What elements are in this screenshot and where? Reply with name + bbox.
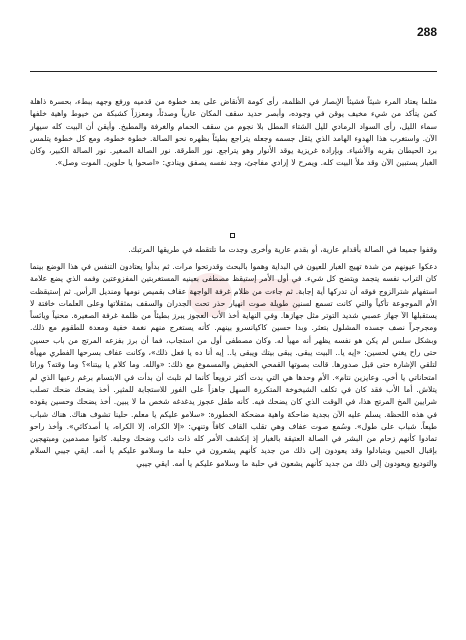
paragraph-1: مثلما يعتاد المرء شيئاً فشيئاً الإبصار في الظلمة، رأى كومة الأنقاض على بعد خطوة من قدميه ورفع وجهه ببطء، بحسرة ذاهلة كمن يتأكد من شيء مخيف يوقن في وجوده، وأبصر حديد سقف المكان عارياً وصدئاً، ومعززاً كشبكة من خيوط واهية خلفها سماء الليل، رأى السواد الرمادي لليل الشتاء المطل بلا نجوم من سقف الحمام والغرفة والمطبخ. وأيقن أن البيت كله سيهار الآن. واستغرب هذا الهدوء الهامد الذي يثقل جسمه وجعله يتراجع بطيئاً بظهره نحو الصالة. خطوة خطوة، ومع كل خطوة يتلمس برد الحيطان بقربه والأشياء. وبإرادة غريزية يوقد الأنوار وهو يتراجع. نور الطرقة. نور الصالة الصغير. نور الصالة الكبير، وكان الغبار يستبين الآن وقد ملأ البيت كله. ويمرح لا إرادي مفاجئ، وجد نفسه يصفق وينادي: «اصحوا يا حلوين. الموت وصل». <box>30 97 437 168</box>
paragraph-2: وقفوا جميعا في الصالة بأقدام عارية، أو بقدم عارية وأخرى وجدت ما تلتقطه في طريقها المرتبك. <box>128 245 437 254</box>
paragraph-3: دعكوا عيونهم من شدة تهيج الغبار للعيون في البداية وهموا بالبحث وقدرتحوا مرات. ثم بدأوا يعتادون التنفس في هذا الوضع بينما كان التراب نفسه يتجمد ويتضح كل شيء. في أول الأمر إستيقظ مصطفى بعينيه المستغربتين المفزوعتين وفمه الذي يضع علامة استفهام شترالزوج فوقه أن تدركها أية إجابة. ثم جاءت من ظلام غرفة الواجهة عفاف بقميص نومها ومنديل الرأس. ثم إستيقظت الأم الموجوعة تأكياً والتي كانت تسمع لسنين طويلة صوت انهيار حذر تحت الجدران والسقف بمثقلاتها وعلى العلمات خافتة لا يستقبلها الآ جهاز عصبي شديد التوتر مثل جهازها. وفي النهاية أخذ الأب العجوز يبرز بطيئاً من ظلمة غرفة الصغيرة. محنياً ويائساً ومجرجراً نصف جسده المشلول بتعثر. وبدا حسين كاكيانسرو بينهم. كأنه يستغرج منهم نغمة خفية ومعدة للطقوم مع ذلك. وبشكل سلس لم يكن هو نفسه يظهر أنه مهيأ له. وكان مصطفى أول من استجاب، فما أن برز بفزعه المرتج من باب حسين حتى راح يغني لحسين: «إيه يا.. البيت يبقى. يبقى بيتك ويبقى يا.. إيه أنا ده يا فعل ذلك»، وكانت عفاف بسرحها الفطري مهيأة لتلقي الإشارة حتى قبل صدورها. قالت بصوتها القمحي الخفيض والمسموع مع ذلك: «والله. وما كلام يا بيتنا»؟ وما وقته؟ وراتا امتحاناتي يا أخي. وعايزين نتام». الأم وحدها هي التي بدت أكثر ترويعاً كأنما لم تلبث أن بدأت في الابتسام برغم رعبها الذي لم يتلاش. أما الأب فقد كان في تكلف الشيخوخة المتكررة السهل جاهزاً على الفور للاستجابة للمثير. أخذ يضحك ضحك تصلب شرايين المخ المرتج هذا، في الوقت الذي كان يضحك فيه. كأنه طفل عجوز يدغدغه شخص ما لا يبين. أخذ يضحك وحسين يقوده في هذه اللحظة. يسلم عليه الآن بجدية ضاحكة واهية مضحكة الخطورة: «سلامو عليكم يا معلم. حلينا تشوف هناك. هناك شباب طيعاً. شباب على طول». وسُمع صوت عفاف وهي تقلب القاف كافاً وتنهي: «إلا الكراه، إلا الكراه، يا أصدكائي». وأخذ راحو تمادوا كأنهم زحام من البشر في الصالة العتيقة بالغبار إذ إنكشف الأمر كله ذات دائب وضحك وجلبة. كانوا مصدمين ومبتهجين بإقبال الحيين وبتبادلوا وقد يعودون إلى ذلك من جديد كأنهم يشعرون في حلبة ما وسلامو عليكم يا أمه. ايقي جيبي السلام والتوديع ويعودون إلى ذلك من جديد كأنهم يشعون في حلبة ما وسلامو عليكم يا أمه. ايقي جيبي <box>30 262 437 468</box>
header-rule <box>30 71 437 72</box>
section-break-square <box>230 233 235 238</box>
page-number: 288 <box>416 25 437 39</box>
